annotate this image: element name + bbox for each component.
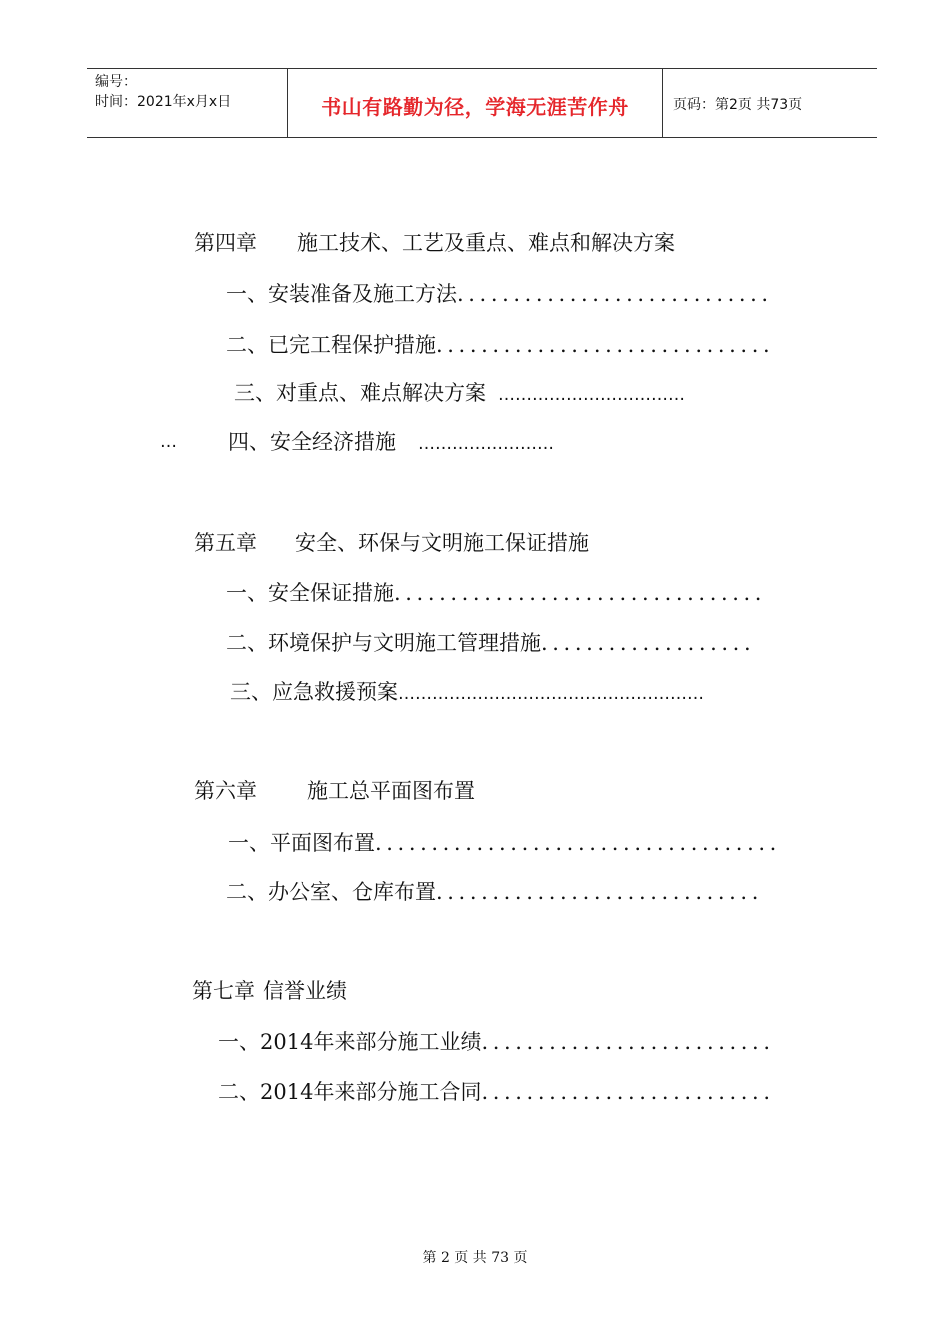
chapter-7-heading: [192, 977, 347, 1005]
chapter-6-heading: [194, 777, 475, 805]
toc-entry-4-4[interactable]: [228, 428, 554, 458]
toc-entry-6-1[interactable]: [228, 829, 781, 857]
chapter-4-number: 第四章: [194, 231, 257, 255]
motto: 书山有路勤为径，学海无涯苦作舟: [321, 95, 629, 119]
toc-entry-6-2[interactable]: [226, 878, 763, 906]
toc-entry-5-2[interactable]: [226, 629, 755, 657]
chapter-4-heading: [194, 229, 675, 257]
chapter-6-number: 第六章: [194, 779, 257, 803]
toc-entry-5-1[interactable]: [226, 579, 766, 607]
toc-entry-4-2-leader: ..............................: [436, 333, 775, 357]
toc-entry-6-2-leader: .............................: [436, 880, 763, 904]
page-footer: 第 2 页 共 73 页: [422, 1250, 528, 1266]
chapter-4-title: 施工技术、工艺及重点、难点和解决方案: [297, 231, 675, 255]
toc-entry-7-1[interactable]: [218, 1028, 775, 1056]
toc-entry-4-4-leader: ……………………: [418, 434, 554, 454]
toc-entry-5-3-leader: ………………………………………………: [398, 684, 704, 704]
toc-entry-5-1-leader: .................................: [394, 581, 767, 605]
toc-entry-4-3[interactable]: [234, 379, 685, 409]
number-label: 编号：: [95, 74, 137, 90]
toc-entry-6-1-label: 一、平面图布置: [228, 831, 375, 855]
toc-entry-4-2[interactable]: [226, 331, 774, 359]
chapter-5-heading: [194, 529, 589, 557]
page-header: [87, 68, 877, 138]
chapter-5-title: 安全、环保与文明施工保证措施: [295, 531, 589, 555]
toc-entry-6-1-leader: ....................................: [375, 831, 781, 855]
toc-entry-5-2-leader: ...................: [541, 631, 756, 655]
toc-entry-7-1-label: 一、2014年来部分施工业绩: [218, 1030, 482, 1054]
toc-entry-5-2-label: 二、环境保护与文明施工管理措施: [226, 631, 541, 655]
chapter-7-number: 第七章: [192, 979, 255, 1003]
toc-entry-6-2-label: 二、办公室、仓库布置: [226, 880, 436, 904]
toc-entry-7-2[interactable]: [218, 1078, 775, 1106]
toc-entry-4-4-label: 四、安全经济措施: [228, 430, 396, 454]
header-right-cell: [663, 69, 877, 137]
chapter-7-title: 信誉业绩: [263, 979, 347, 1003]
chapter-5-number: 第五章: [194, 531, 257, 555]
toc-entry-4-3-leader: ……………………………: [498, 385, 685, 405]
toc-entry-5-3[interactable]: [230, 678, 704, 708]
toc-entry-4-3-label: 三、对重点、难点解决方案: [234, 381, 486, 405]
chapter-6-title: 施工总平面图布置: [307, 779, 475, 803]
header-center-cell: [287, 69, 663, 137]
toc-entry-7-2-leader: ..........................: [481, 1080, 775, 1104]
header-left-cell: [87, 69, 287, 137]
toc-entry-7-1-leader: ..........................: [481, 1030, 775, 1054]
toc-entry-4-3-leader-continued: …: [160, 432, 177, 452]
toc-entry-4-1-label: 一、安装准备及施工方法: [226, 282, 457, 306]
time-label: 时间：2021年x月x日: [95, 94, 232, 110]
toc-entry-5-1-label: 一、安全保证措施: [226, 581, 394, 605]
toc-entry-5-3-label: 三、应急救援预案: [230, 680, 398, 704]
page-info: 页码：第2页 共73页: [673, 97, 803, 113]
toc-entry-4-1-leader: ............................: [457, 282, 773, 306]
toc-entry-4-2-label: 二、已完工程保护措施: [226, 333, 436, 357]
toc-entry-7-2-label: 二、2014年来部分施工合同: [218, 1080, 482, 1104]
toc-entry-4-1[interactable]: [226, 280, 773, 308]
